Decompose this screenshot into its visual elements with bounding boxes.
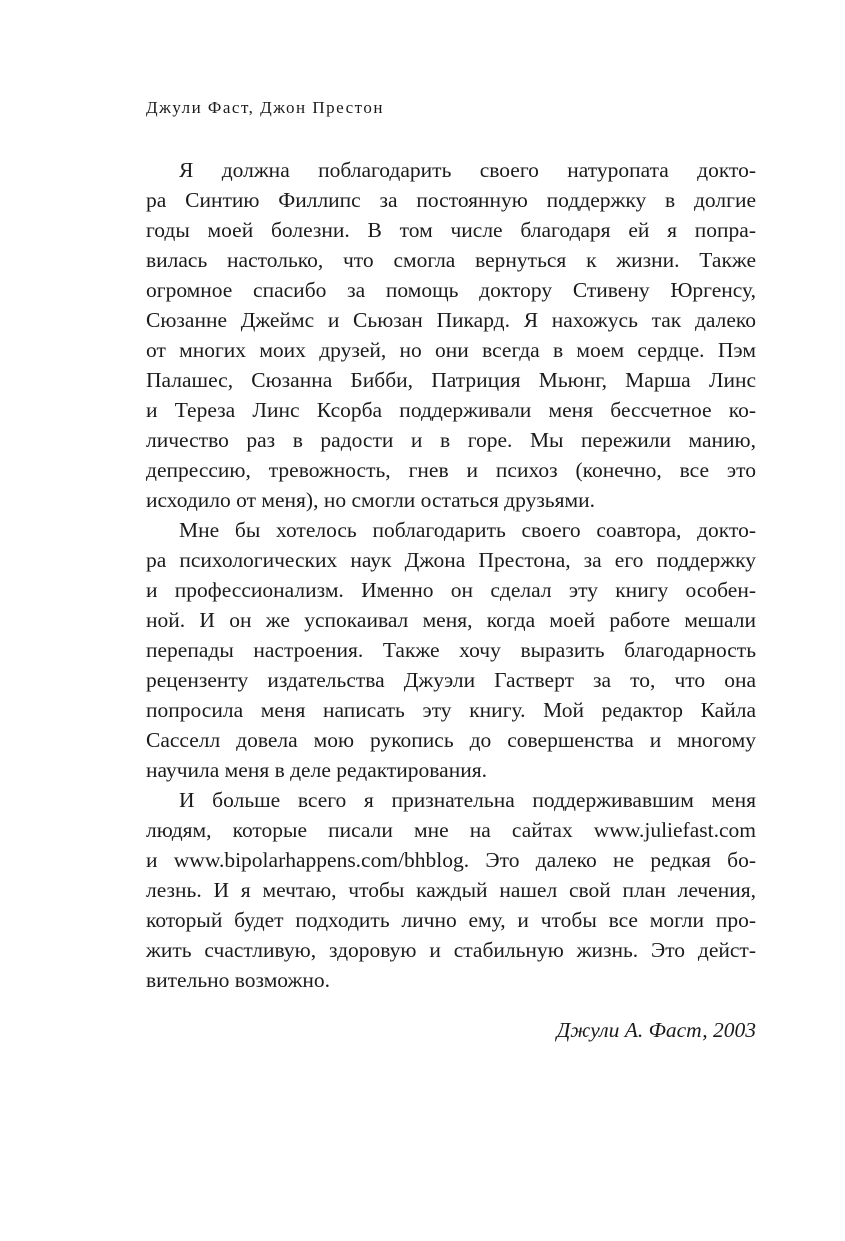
text-line: перепады настроения. Также хочу выразить благодарность [146, 638, 756, 662]
paragraph-2 [146, 515, 756, 785]
text-line: который будет подходить лично ему, и чтобы все могли про- [146, 908, 756, 932]
text-line: ной. И он же успокаивал меня, когда моей работе мешали [146, 608, 756, 632]
text-line: ра Синтию Филлипс за постоянную поддержку в долгие [146, 188, 756, 212]
author-signature: Джули А. Фаст, 2003 [556, 1018, 756, 1042]
paragraph-3 [146, 785, 756, 995]
text-line: И больше всего я признательна поддерживавшим меня [179, 788, 756, 812]
text-line: личество раз в радости и в горе. Мы пережили манию, [146, 428, 756, 452]
text-line: вительно возможно. [146, 968, 331, 992]
text-line: и www.bipolarhappens.com/bhblog. Это далеко не редкая бо- [146, 848, 756, 872]
text-line: вилась настолько, что смогла вернуться к жизни. Также [146, 248, 756, 272]
text-line: и Тереза Линс Ксорба поддерживали меня бессчетное ко- [146, 398, 756, 422]
paragraph-1 [146, 155, 756, 515]
running-header: Джули Фаст, Джон Престон [146, 98, 384, 117]
text-line: попросила меня написать эту книгу. Мой редактор Кайла [146, 698, 756, 722]
text-line: лезнь. И я мечтаю, чтобы каждый нашел свой план лечения, [146, 878, 756, 902]
text-line: Я должна поблагодарить своего натуропата докто- [179, 158, 756, 182]
text-line: Палашес, Сюзанна Бибби, Патриция Мьюнг, Марша Линс [146, 368, 756, 392]
text-line: депрессию, тревожность, гнев и психоз (конечно, все это [146, 458, 756, 482]
text-line: рецензенту издательства Джуэли Гастверт за то, что она [146, 668, 756, 692]
text-line: от многих моих друзей, но они всегда в моем сердце. Пэм [146, 338, 756, 362]
text-line: исходило от меня), но смогли остаться друзьями. [146, 488, 595, 512]
text-line: Мне бы хотелось поблагодарить своего соавтора, докто- [179, 518, 756, 542]
text-line: и профессионализм. Именно он сделал эту книгу особен- [146, 578, 756, 602]
text-line: Сюзанне Джеймс и Сьюзан Пикард. Я нахожусь так далеко [146, 308, 756, 332]
text-line: ра психологических наук Джона Престона, за его поддержку [146, 548, 756, 572]
text-line: огромное спасибо за помощь доктору Стивену Юргенсу, [146, 278, 756, 302]
text-line: научила меня в деле редактирования. [146, 758, 487, 782]
text-line: Сасселл довела мою рукопись до совершенства и многому [146, 728, 756, 752]
body-text [146, 155, 756, 995]
text-line: жить счастливую, здоровую и стабильную жизнь. Это дейст- [146, 938, 756, 962]
text-line: людям, которые писали мне на сайтах www.juliefast.com [146, 818, 756, 842]
text-line: годы моей болезни. В том числе благодаря ей я попра- [146, 218, 756, 242]
